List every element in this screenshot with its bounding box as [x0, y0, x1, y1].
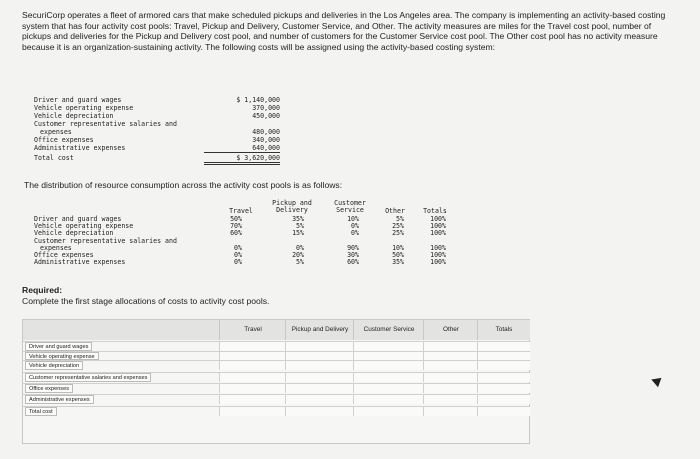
cost-label-cont: expenses	[40, 128, 72, 136]
dist-other: 50%	[392, 251, 404, 259]
cost-label: Vehicle operating expense	[34, 104, 134, 112]
cost-total-amount: $ 3,620,000	[204, 154, 280, 165]
answer-row-label: Driver and guard wages	[25, 342, 92, 351]
answer-header-totals: Totals	[477, 320, 530, 340]
dist-customer: 10%	[347, 215, 359, 223]
answer-header-blank	[23, 320, 219, 340]
dist-travel: 60%	[230, 229, 242, 237]
header-pickup-2: Delivery	[276, 206, 308, 214]
dist-label: Administrative expenses	[34, 258, 126, 266]
dist-other: 10%	[392, 244, 404, 252]
cost-label: Office expenses	[34, 136, 94, 144]
answer-input-totals[interactable]	[477, 395, 530, 404]
header-travel: Travel	[229, 207, 253, 215]
dist-customer: 0%	[351, 229, 359, 237]
answer-row-label: Customer representative salaries and expenses	[25, 373, 151, 382]
cost-row	[34, 120, 284, 128]
dist-total: 100%	[430, 258, 446, 266]
answer-table	[22, 319, 530, 444]
header-totals: Totals	[423, 207, 447, 215]
dist-label: Office expenses	[34, 251, 94, 259]
answer-input-totals[interactable]	[477, 352, 530, 361]
dist-other: 35%	[392, 258, 404, 266]
answer-input-pickup[interactable]	[285, 352, 354, 361]
answer-header-pickup: Pickup and Delivery	[285, 320, 354, 340]
answer-row	[23, 351, 529, 361]
cost-row	[34, 104, 284, 112]
dist-other: 25%	[392, 222, 404, 230]
dist-customer: 0%	[351, 222, 359, 230]
dist-label: Driver and guard wages	[34, 215, 122, 223]
answer-input-pickup[interactable]	[285, 373, 354, 382]
answer-row	[23, 383, 529, 393]
answer-input-other[interactable]	[423, 384, 478, 393]
cost-row	[34, 96, 284, 104]
header-customer-2: Service	[336, 206, 364, 214]
cost-row	[34, 144, 284, 152]
dist-travel: 0%	[234, 258, 242, 266]
answer-input-travel[interactable]	[219, 395, 286, 404]
dist-other: 5%	[396, 215, 404, 223]
cost-amount: 340,000	[252, 136, 280, 144]
answer-input-customer[interactable]	[353, 407, 424, 416]
dist-total: 100%	[430, 215, 446, 223]
answer-input-pickup[interactable]	[285, 395, 354, 404]
answer-row-label: Total cost	[25, 407, 57, 416]
answer-input-customer[interactable]	[353, 342, 424, 351]
dist-pickup: 20%	[292, 251, 304, 259]
dist-other: 25%	[392, 229, 404, 237]
answer-input-other[interactable]	[423, 407, 478, 416]
dist-pickup: 5%	[296, 222, 304, 230]
answer-input-pickup[interactable]	[285, 361, 354, 370]
dist-pickup: 15%	[292, 229, 304, 237]
cost-amount: 640,000	[204, 144, 280, 153]
cost-row	[34, 112, 284, 120]
answer-input-pickup[interactable]	[285, 342, 354, 351]
cost-label: Vehicle depreciation	[34, 112, 114, 120]
dist-label: Vehicle depreciation	[34, 229, 114, 237]
cost-amount: $ 1,140,000	[236, 96, 280, 104]
answer-row-label: Vehicle depreciation	[25, 361, 83, 370]
answer-row-label: Vehicle operating expense	[25, 352, 99, 361]
answer-input-customer[interactable]	[353, 384, 424, 393]
dist-travel: 70%	[230, 222, 242, 230]
cost-amount: 480,000	[252, 128, 280, 136]
dist-customer: 90%	[347, 244, 359, 252]
dist-travel: 50%	[230, 215, 242, 223]
answer-header-travel: Travel	[219, 320, 286, 340]
header-pickup-1: Pickup and	[272, 199, 312, 207]
answer-row-label: Office expenses	[25, 384, 73, 393]
dist-pickup: 35%	[292, 215, 304, 223]
answer-header-other: Other	[423, 320, 478, 340]
dist-travel: 0%	[234, 244, 242, 252]
answer-input-travel[interactable]	[219, 373, 286, 382]
dist-total: 100%	[430, 251, 446, 259]
cost-row	[34, 136, 284, 144]
dist-label: Vehicle operating expense	[34, 222, 134, 230]
answer-input-pickup[interactable]	[285, 407, 354, 416]
dist-total: 100%	[430, 229, 446, 237]
problem-intro: SecuriCorp operates a fleet of armored cars that make scheduled pickups and deliveries in the Los Angeles area. The company is implementing an activity-based costing system that has four activity cost pools: Travel, Pickup and Delivery, Customer Service, and Other. The activity measures are miles for the Travel cost pool, number of pickups and deliveries for the Pickup and Delivery cost pool, and number of customers for the Customer Service cost pool. The Other cost pool has no activity measure because it is an organization-sustaining activity. The following costs will be assigned using the activity-based costing system:	[22, 10, 666, 52]
answer-input-other[interactable]	[423, 342, 478, 351]
answer-input-customer[interactable]	[353, 352, 424, 361]
dist-travel: 0%	[234, 251, 242, 259]
dist-label-cont: expenses	[40, 244, 72, 252]
dist-pickup: 0%	[296, 244, 304, 252]
answer-input-totals[interactable]	[477, 384, 530, 393]
answer-input-customer[interactable]	[353, 361, 424, 370]
answer-input-other[interactable]	[423, 361, 478, 370]
answer-input-other[interactable]	[423, 373, 478, 382]
answer-header-customer: Customer Service	[353, 320, 424, 340]
answer-input-other[interactable]	[423, 352, 478, 361]
answer-row	[23, 372, 529, 382]
required-text: Complete the first stage allocations of costs to activity cost pools.	[22, 295, 270, 306]
dist-pickup: 5%	[296, 258, 304, 266]
dist-total: 100%	[430, 244, 446, 252]
cost-amount: 450,000	[252, 112, 280, 120]
dist-total: 100%	[430, 222, 446, 230]
answer-input-pickup[interactable]	[285, 384, 354, 393]
answer-row-label: Administrative expenses	[25, 395, 94, 404]
cost-total-row	[34, 154, 284, 162]
answer-row	[23, 394, 529, 404]
answer-row	[23, 360, 529, 370]
answer-input-travel[interactable]	[219, 384, 286, 393]
required-label: Required:	[22, 285, 63, 295]
cost-label: Administrative expenses	[34, 144, 126, 152]
header-customer-1: Customer	[334, 199, 366, 207]
cost-label: Customer representative salaries and	[34, 120, 177, 128]
answer-input-customer[interactable]	[353, 373, 424, 382]
mouse-pointer-icon	[650, 375, 662, 387]
dist-customer: 30%	[347, 251, 359, 259]
distribution-title: The distribution of resource consumption across the activity cost pools is as follows:	[24, 180, 343, 190]
dist-label: Customer representative salaries and	[34, 237, 177, 245]
answer-input-totals[interactable]	[477, 373, 530, 382]
answer-input-totals[interactable]	[477, 407, 530, 416]
answer-input-travel[interactable]	[219, 352, 286, 361]
required-section	[22, 285, 269, 306]
answer-input-travel[interactable]	[219, 342, 286, 351]
header-other: Other	[385, 207, 405, 215]
dist-customer: 60%	[347, 258, 359, 266]
cost-row	[34, 128, 284, 136]
answer-input-other[interactable]	[423, 395, 478, 404]
answer-input-travel[interactable]	[219, 361, 286, 370]
answer-row	[23, 341, 529, 351]
answer-input-totals[interactable]	[477, 361, 530, 370]
answer-total-row	[23, 406, 529, 416]
cost-amount: 370,000	[252, 104, 280, 112]
answer-input-customer[interactable]	[353, 395, 424, 404]
cost-label: Driver and guard wages	[34, 96, 122, 104]
answer-input-travel[interactable]	[219, 407, 286, 416]
cost-label: Total cost	[34, 154, 74, 162]
answer-input-totals[interactable]	[477, 342, 530, 351]
